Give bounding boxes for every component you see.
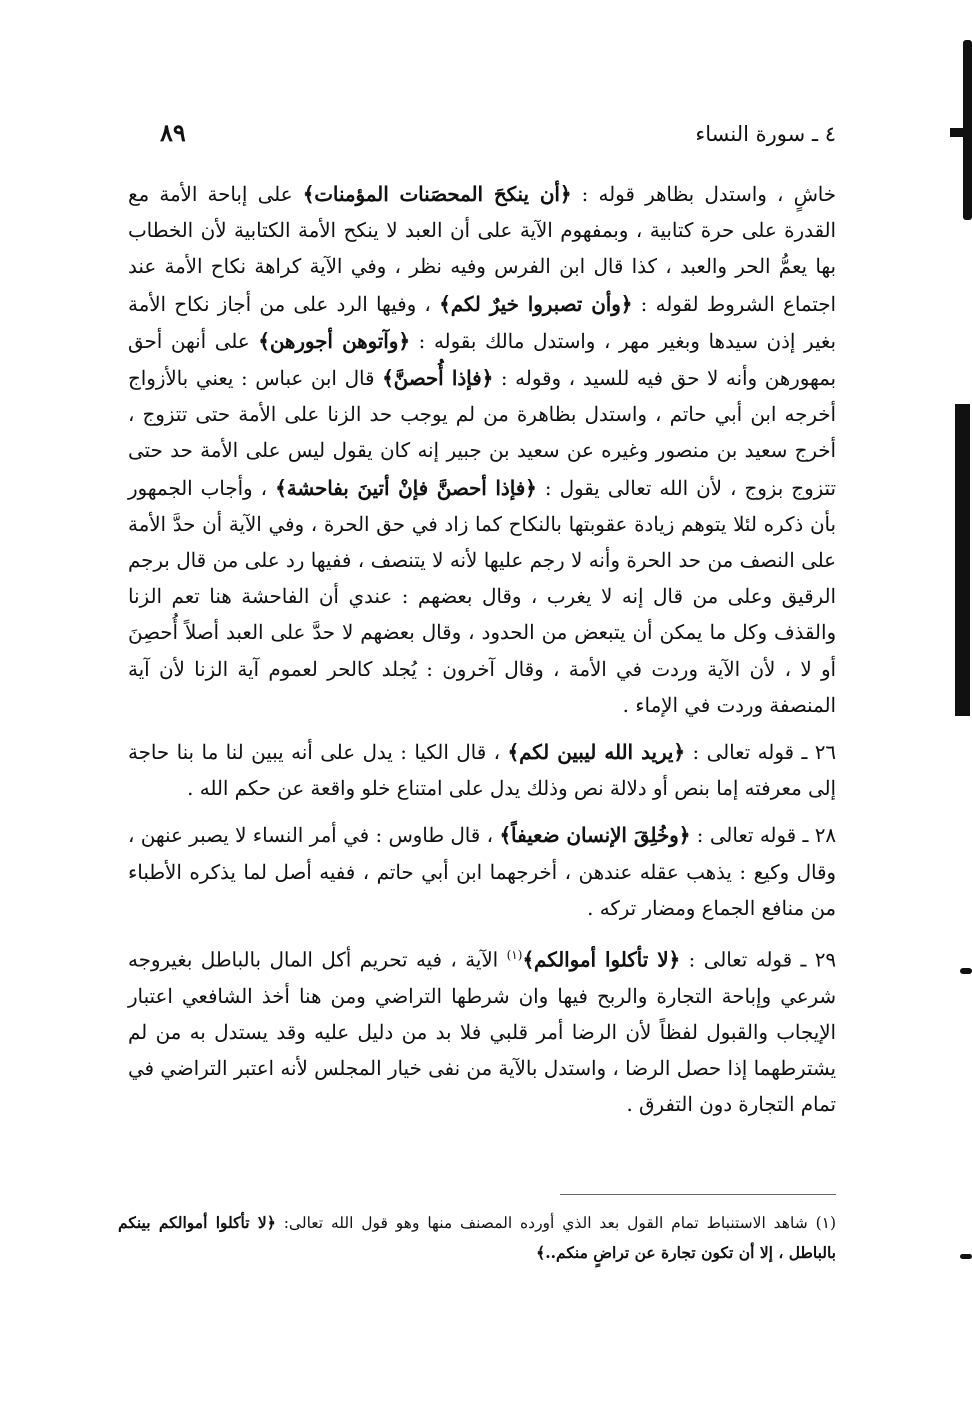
footnote-reference[interactable]: (١) <box>506 948 523 963</box>
footnote <box>118 1208 836 1268</box>
quran-quote: ﴿لا تأكلوا أموالكم بينكم بالباطل ، إلا أن تكون تجارة عن تراضٍ منكم..﴾ <box>118 1213 836 1262</box>
quran-quote: ﴿يريد الله ليبين لكم﴾ <box>507 740 685 765</box>
paragraph-verse-28 <box>128 817 836 927</box>
text-run: قوله تعالى : <box>685 741 802 765</box>
text-run: قوله تعالى : <box>680 948 801 972</box>
quran-quote: ﴿أن ينكحَ المحصَنات المؤمنات﴾ <box>302 182 572 206</box>
scan-edge-mark <box>960 968 972 974</box>
text-run: على أنهن أحق بمهورهن وأنه لا حق فيه للسيد ، وقوله : <box>128 329 837 391</box>
footnote-divider <box>560 1194 836 1195</box>
verse-number: ٢٦ ـ <box>801 741 836 765</box>
text-run: ، قال الكيا : يدل على أنه يبين لنا ما بنا حاجة إلى معرفته إما بنص أو دلالة نص وذلك يدل على امتناع خلو واقعة عن حكم الله . <box>128 741 836 801</box>
verse-number: ٢٨ ـ <box>802 824 837 848</box>
quran-quote: ﴿فإذا أُحصنَّ﴾ <box>382 366 494 391</box>
page-number: ٨٩ <box>160 118 186 147</box>
surah-title: ٤ ـ سورة النساء <box>695 122 836 146</box>
body-text <box>128 176 836 1124</box>
verse-number: ٢٩ ـ <box>800 948 836 972</box>
scan-edge-bar <box>955 404 970 716</box>
scan-edge-mark <box>960 1254 972 1259</box>
footnote-text: شاهد الاستنباط تمام القول بعد الذي أورده المصنف منها وهو قول الله تعالى: <box>275 1214 816 1232</box>
text-run: ، وفيها الرد على من أجاز نكاح الأمة بغير إذن سيدها وبغير مهر ، واستدل مالك بقوله : <box>128 292 836 353</box>
paragraph-verse-26 <box>128 734 836 807</box>
footnote-marker: (١) <box>815 1214 837 1232</box>
paragraph-verse-29 <box>128 937 836 1124</box>
text-run: قوله تعالى : <box>690 824 803 848</box>
quran-quote: ﴿لا تأكلوا أموالكم﴾ <box>522 947 681 972</box>
text-run: ، قال طاوس : في أمر النساء لا يصبر عنهن ، وقال وكيع : يذهب عقله عندهن ، أخرجهما ابن أبي حاتم ، ففيه أصل لما يذكره الأطباء من منافع الجماع ومضار تركه . <box>128 824 836 920</box>
page-header <box>150 116 836 156</box>
quran-quote: ﴿وخُلِقَ الإنسان ضعيفاً﴾ <box>499 823 691 848</box>
text-run: قال ابن عباس : يعني بالأزواج أخرجه ابن أبي حاتم ، واستدل بظاهرة من لم يوجب حد الزنا على الأمة حتى تتزوج ، أخرج سعيد بن منصور وغيره عن سعيد بن جبير إنه كان يقول ليس على الأمة حد حتى تتزوج بزوج ، لأن الله تعالى يقول : <box>128 367 837 500</box>
text-run: على إباحة الأمة مع القدرة على حرة كتابية ، وبمفهوم الآية على أن العبد لا ينكح الأمة الكتابية لأن الخطاب بها يعمُّ الحر والعبد ، كذا قال ابن الفرس وفيه نظر ، وفي الآية كراهة نكاح الأمة عند اجتماع الشروط لقوله : <box>128 183 836 316</box>
scan-edge-mark <box>950 128 966 137</box>
quran-quote: ﴿وأن تصبروا خيرٌ لكم﴾ <box>439 291 633 316</box>
text-run: ، وأجاب الجمهور بأن ذكره لئلا يتوهم زيادة عقوبتها بالنكاح كما زاد في حق الحرة ، وفي الآية أن حدَّ الأمة على النصف من حد الحرة وأنه لا رجم عليها لأنه لا يتنصف ، ففيها رد على من قال برجم الرقيق وعلى من قال إنه لا يغرب ، وقال بعضهم : عندي أن الفاحشة هنا تعم الزنا والقذف وكل ما يمكن أن يتبعض من الحدود ، وقال بعضهم لا حدَّ على العبد أصلاً أُحصِنَ أو لا ، لأن الآية وردت في الأمة ، وقال آخرون : يُجلد كالحر لعموم آية الزنا لأن آية المنصفة وردت في الإماء . <box>128 476 836 717</box>
text-run: الآية ، فيه تحريم أكل المال بالباطل بغيروجه شرعي وإباحة التجارة والربح فيها وان شرطها التراضي ومن هنا أخذ الشافعي اعتبار الإيجاب والقبول لفظاً لأن الرضا أمر قلبي فلا بد من دليل عليه وقد يستدل به من لم يشترطهما إذا حصل الرضا ، واستدل بالآية من نفى خيار المجلس لأنه اعتبر التراضي في تمام التجارة دون التفرق . <box>128 948 836 1117</box>
text-run: خاشٍ ، واستدل بظاهر قوله : <box>571 183 836 206</box>
quran-quote: ﴿فإذا أحصنَّ فإنْ أتينَ بفاحشة﴾ <box>275 475 537 500</box>
paragraph <box>128 176 836 724</box>
quran-quote: ﴿وآتوهن أجورهن﴾ <box>258 328 410 353</box>
